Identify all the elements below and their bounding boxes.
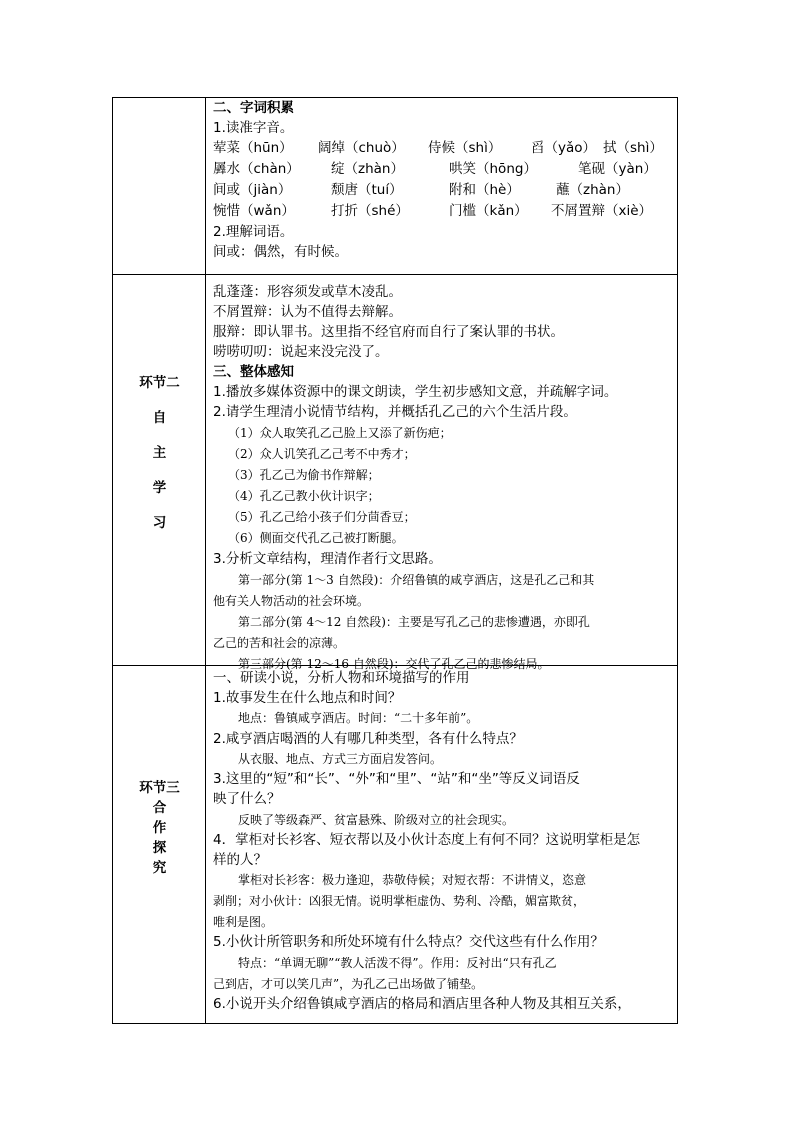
table-row-self-study (112, 275, 678, 671)
row-label-cell (113, 275, 206, 665)
text-line: 间或：偶然，有时候。 (213, 244, 348, 260)
text-line: 服辩：即认罪书。这里指不经官府而自行了案认罪的书状。 (213, 324, 564, 340)
pinyin-word: 拭（shì） (603, 140, 663, 156)
answer-line: 掌柜对长衫客：极力逢迎，恭敬侍候；对短衣帮：不讲情义，恣意 (238, 873, 587, 887)
pinyin-word: 笔砚（yàn） (578, 161, 657, 177)
episode-item: （3）孔乙己为偷书作辩解； (228, 468, 380, 482)
row-content-cell (206, 666, 677, 1023)
text-line: 不屑置辩：认为不值得去辩解。 (213, 304, 402, 320)
answer-line: 唯利是图。 (213, 915, 274, 929)
pinyin-word: 颓唐（tuí） (331, 182, 403, 198)
section-label: 环节三 (139, 780, 180, 796)
structure-part: 第三部分(第 12～16 自然段)：交代了孔乙己的悲惨结局。 (238, 657, 550, 671)
pinyin-word: 荤菜（hūn） (213, 140, 293, 156)
pinyin-word: 门槛（kǎn） (449, 203, 528, 219)
section-label-char: 习 (152, 515, 167, 531)
question-line: 样的人？ (213, 852, 267, 868)
structure-part: 第二部分(第 4～12 自然段)：主要是写孔乙己的悲惨遭遇，亦即孔 (238, 615, 590, 629)
section-label-char: 探 (152, 840, 167, 856)
pinyin-word: 哄笑（hōng） (449, 161, 537, 177)
pinyin-word: 附和（hè） (449, 182, 520, 198)
episode-item: （4）孔乙己教小伙计识字； (228, 489, 380, 503)
question-line: 1.故事发生在什么地点和时间？ (213, 690, 402, 706)
question-line: 5.小伙计所管职务和所处环境有什么特点？交代这些有什么作用？ (213, 934, 604, 950)
section-label-char: 作 (152, 820, 167, 836)
structure-part: 他有关人物活动的社会环境。 (213, 594, 370, 608)
structure-part: 第一部分(第 1～3 自然段)：介绍鲁镇的咸亨酒店，这是孔乙己和其 (238, 573, 595, 587)
pinyin-word: 惋惜（wǎn） (213, 203, 295, 219)
text-line: 2.理解词语。 (213, 224, 294, 240)
section-label-char: 自 (152, 410, 167, 426)
episode-item: （2）众人讥笑孔乙己考不中秀才； (228, 447, 416, 461)
text-line: 3.分析文章结构，理清作者行文思路。 (213, 551, 442, 567)
section-label-char: 主 (152, 445, 167, 461)
answer-line: 己到店，才可以笑几声”，为孔乙己出场做了铺垫。 (213, 977, 484, 991)
row-label-cell (113, 666, 206, 1023)
pinyin-word: 羼水（chàn） (213, 161, 300, 177)
question-line: 映了什么？ (213, 791, 281, 807)
answer-line: 地点：鲁镇咸亨酒店。时间：“二十多年前”。 (238, 711, 479, 725)
table-row-cooperative-inquiry (112, 666, 678, 1024)
section-label-char: 究 (152, 860, 167, 876)
answer-line: 剥削；对小伙计：凶狠无情。说明掌柜虚伪、势利、冷酷，媚富欺贫， (213, 894, 586, 908)
question-line: 2.咸亨酒店喝酒的人有哪几种类型，各有什么特点？ (213, 731, 523, 747)
section-heading: 一、研读小说，分析人物和环境描写的作用 (213, 670, 470, 686)
pinyin-word: 舀（yǎo） (531, 140, 597, 156)
row-content-cell (206, 98, 677, 274)
episode-item: （5）孔乙己给小孩子们分茴香豆； (228, 510, 416, 524)
row-content-cell (206, 275, 677, 671)
answer-line: 反映了等级森严、贫富悬殊、阶级对立的社会现实。 (238, 813, 515, 827)
structure-part: 乙己的苦和社会的凉薄。 (213, 636, 346, 650)
pinyin-word: 间或（jiàn） (213, 182, 292, 198)
pinyin-word: 不屑置辩（xiè） (551, 203, 653, 219)
question-line: 6.小说开头介绍鲁镇咸亨酒店的格局和酒店里各种人物及其相互关系， (213, 996, 631, 1012)
answer-line: 从衣服、地点、方式三方面启发答问。 (238, 752, 443, 766)
section-heading: 三、整体感知 (213, 364, 294, 380)
episode-item: （6）侧面交代孔乙己被打断腿。 (228, 531, 404, 545)
pinyin-word: 蘸（zhàn） (556, 182, 629, 198)
pinyin-word: 打折（shé） (331, 203, 409, 219)
pinyin-word: 绽（zhàn） (331, 161, 404, 177)
text-line: 唠唠叨叨：说起来没完没了。 (213, 344, 389, 360)
text-line: 2.请学生理清小说情节结构，并概括孔乙己的六个生活片段。 (213, 404, 577, 420)
episode-item: （1）众人取笑孔乙己脸上又添了新伤疤； (228, 426, 452, 440)
section-label: 环节二 (139, 375, 180, 391)
pinyin-word: 阔绰（chuò） (318, 140, 405, 156)
text-line: 乱蓬蓬：形容须发或草木凌乱。 (213, 284, 402, 300)
section-label-char: 合 (152, 800, 167, 816)
row-label-cell (113, 98, 206, 274)
question-line: 3.这里的“短”和“长”、“外”和“里”、“站”和“坐”等反义词语反 (213, 771, 580, 787)
text-line: 1.播放多媒体资源中的课文朗读，学生初步感知文意，并疏解字词。 (213, 384, 618, 400)
lesson-plan-table (112, 97, 678, 1024)
answer-line: 特点：“单调无聊”“教人活泼不得”。作用：反衬出“只有孔乙 (238, 956, 557, 970)
pinyin-word: 侍候（shì） (428, 140, 502, 156)
section-label-char: 学 (152, 480, 167, 496)
section-heading: 二、字词积累 (213, 100, 294, 116)
text-line: 1.读准字音。 (213, 120, 294, 136)
table-row-vocabulary (112, 97, 678, 275)
question-line: 4．掌柜对长衫客、短衣帮以及小伙计态度上有何不同？这说明掌柜是怎 (213, 832, 641, 848)
